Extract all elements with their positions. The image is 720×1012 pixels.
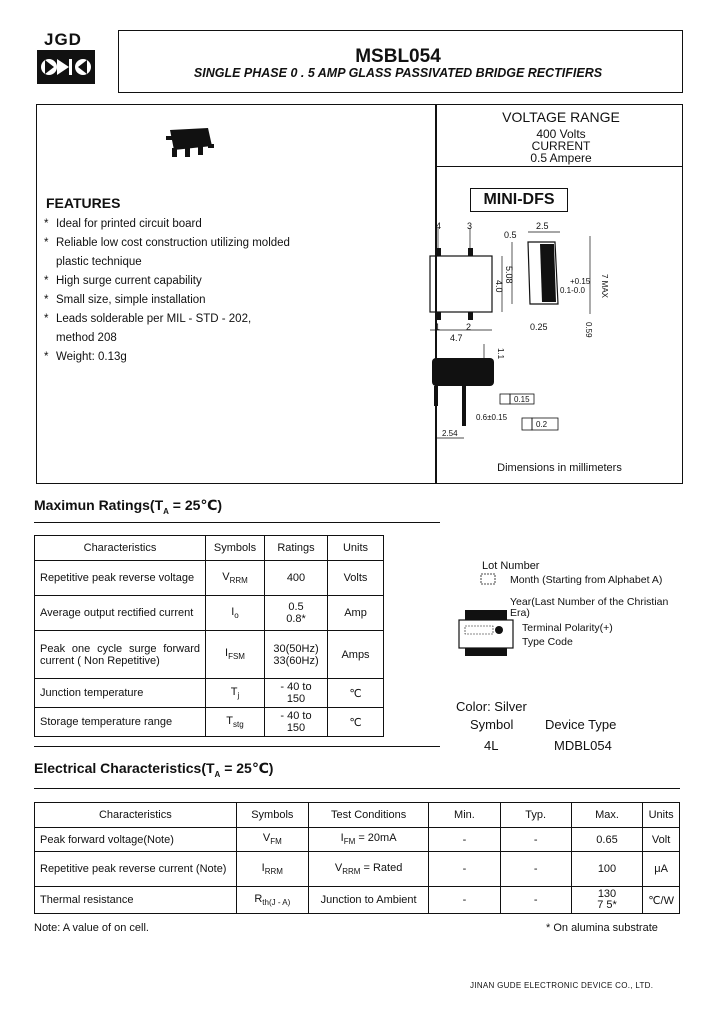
feature-item: * Weight: 0.13g	[44, 351, 127, 363]
max-ratings-heading: Maximun $Ratings(T_A$ = 25℃)	[34, 497, 223, 516]
column-header: Characteristics	[35, 536, 206, 561]
pin-label: 4	[436, 221, 442, 231]
electrical-heading: Electrical $Characteristics(T_A$ = 25℃)	[34, 760, 274, 779]
symbol-heading: Symbol	[470, 717, 514, 732]
table-row: Average output rectified current $I_o$ 0.5 0.8* Amp	[35, 596, 384, 631]
column-header: Typ.	[500, 803, 571, 828]
dim-label: 4.7	[450, 333, 463, 343]
section-rule	[34, 522, 440, 523]
column-header: Ratings	[265, 536, 328, 561]
package-drawing	[400, 218, 609, 453]
dim-label: 0.15	[514, 395, 530, 404]
panel-divider	[436, 166, 683, 167]
pin-label: 3	[467, 221, 473, 231]
dim-label: 0.1-0.0	[560, 286, 585, 295]
voltage-range-heading: VOLTAGE RANGE	[502, 109, 620, 125]
table-row: Junction temperature $T_j$ - 40 to 150 ℃	[35, 679, 384, 708]
table-row: Thermal resistance $R_{th(J - A)}$ Junction to Ambient - - 130 7 5* ℃/W	[35, 887, 680, 914]
pin-label: 2	[466, 322, 472, 332]
dim-label: 4.0	[494, 280, 504, 293]
column-header: Units	[643, 803, 680, 828]
device-type-value: MDBL054	[554, 738, 612, 753]
feature-item: plastic technique	[56, 256, 142, 268]
marking-type-code: Type Code	[522, 636, 573, 648]
feature-item: * Ideal for printed circuit board	[44, 218, 202, 230]
max-ratings-table	[34, 535, 384, 737]
dimensions-caption: Dimensions in millimeters	[497, 462, 622, 474]
table-row: Peak forward voltage(Note) $V_{FM}$ $I_{FM} = 20mA$ - - 0.65 Volt	[35, 828, 680, 852]
color-label: Color: Silver	[456, 699, 527, 714]
symbol-value: 4L	[484, 738, 499, 753]
column-header: Test Conditions	[308, 803, 428, 828]
dim-label: 1.1	[496, 348, 505, 360]
pin-label: 1	[435, 322, 441, 332]
dim-label: 0.59	[584, 322, 593, 338]
column-header: Units	[328, 536, 384, 561]
note-left: Note: A value of on cell.	[34, 922, 149, 934]
dim-label: 0.6±0.15	[476, 413, 508, 422]
marking-year: Year(Last Number of the Christian Era)	[510, 596, 669, 619]
marking-diagram	[455, 560, 515, 675]
package-photo	[166, 124, 216, 165]
dim-label: 5.08	[504, 266, 514, 284]
table-row: Repetitive peak reverse voltage $V_{RRM}$ 400 Volts	[35, 561, 384, 596]
table-row: Storage temperature range $T_{stg}$ - 40 to 150 ℃	[35, 708, 384, 737]
feature-item: * Reliable low cost construction utilizing molded	[44, 237, 290, 249]
dim-label: +0.15	[570, 277, 591, 286]
current-label: CURRENT	[531, 139, 591, 153]
dim-label: 0.5	[504, 230, 517, 240]
dim-label: 0.25	[530, 322, 548, 332]
note-right: * On alumina substrate	[546, 922, 658, 934]
table-row: Peak one cycle surge forward current ( Non Repetitive) $I_{FSM}$ 30(50Hz) 33(60Hz) Amps	[35, 631, 384, 679]
column-header: Symbols	[206, 536, 265, 561]
feature-item: * High surge current capability	[44, 275, 202, 287]
marking-polarity: Terminal Polarity(+)	[522, 622, 613, 634]
company-logo-icon	[37, 50, 95, 84]
section-rule	[34, 788, 680, 789]
current-value: 0.5 Ampere	[530, 151, 592, 165]
feature-item: method 208	[56, 332, 117, 344]
section-rule	[34, 746, 440, 747]
marking-lot-number: Lot Number	[482, 560, 540, 572]
column-header: Min.	[429, 803, 500, 828]
page-title: MSBL054	[355, 46, 441, 67]
marking-month: Month (Starting from Alphabet A)	[510, 574, 663, 586]
feature-item: * Leads solderable per MIL - STD - 202,	[44, 313, 252, 325]
column-header: Max.	[571, 803, 642, 828]
device-type-heading: Device Type	[545, 717, 617, 732]
table-row: Repetitive peak reverse current (Note) $I_{RRM}$ $V_{RRM}$ = Rated - - 100 μA	[35, 852, 680, 887]
company-logo-text: JGD	[44, 30, 82, 49]
features-heading: FEATURES	[46, 195, 121, 211]
dim-label: 0.2	[536, 420, 548, 429]
column-header: Symbols	[236, 803, 308, 828]
column-header: Characteristics	[35, 803, 237, 828]
electrical-table	[34, 802, 680, 914]
dim-label: 7 MAX	[600, 274, 609, 299]
dim-label: 2.5	[536, 221, 549, 231]
feature-item: * Small size, simple installation	[44, 294, 206, 306]
footer-company: JINAN GUDE ELECTRONIC DEVICE CO., LTD.	[470, 981, 654, 990]
dim-label: 2.54	[442, 429, 458, 438]
voltage-value: 400 Volts	[536, 127, 586, 141]
package-name: MINI-DFS	[470, 188, 568, 212]
page-subtitle: SINGLE PHASE 0 . 5 AMP GLASS PASSIVATED BRIDGE RECTIFIERS	[193, 66, 603, 80]
